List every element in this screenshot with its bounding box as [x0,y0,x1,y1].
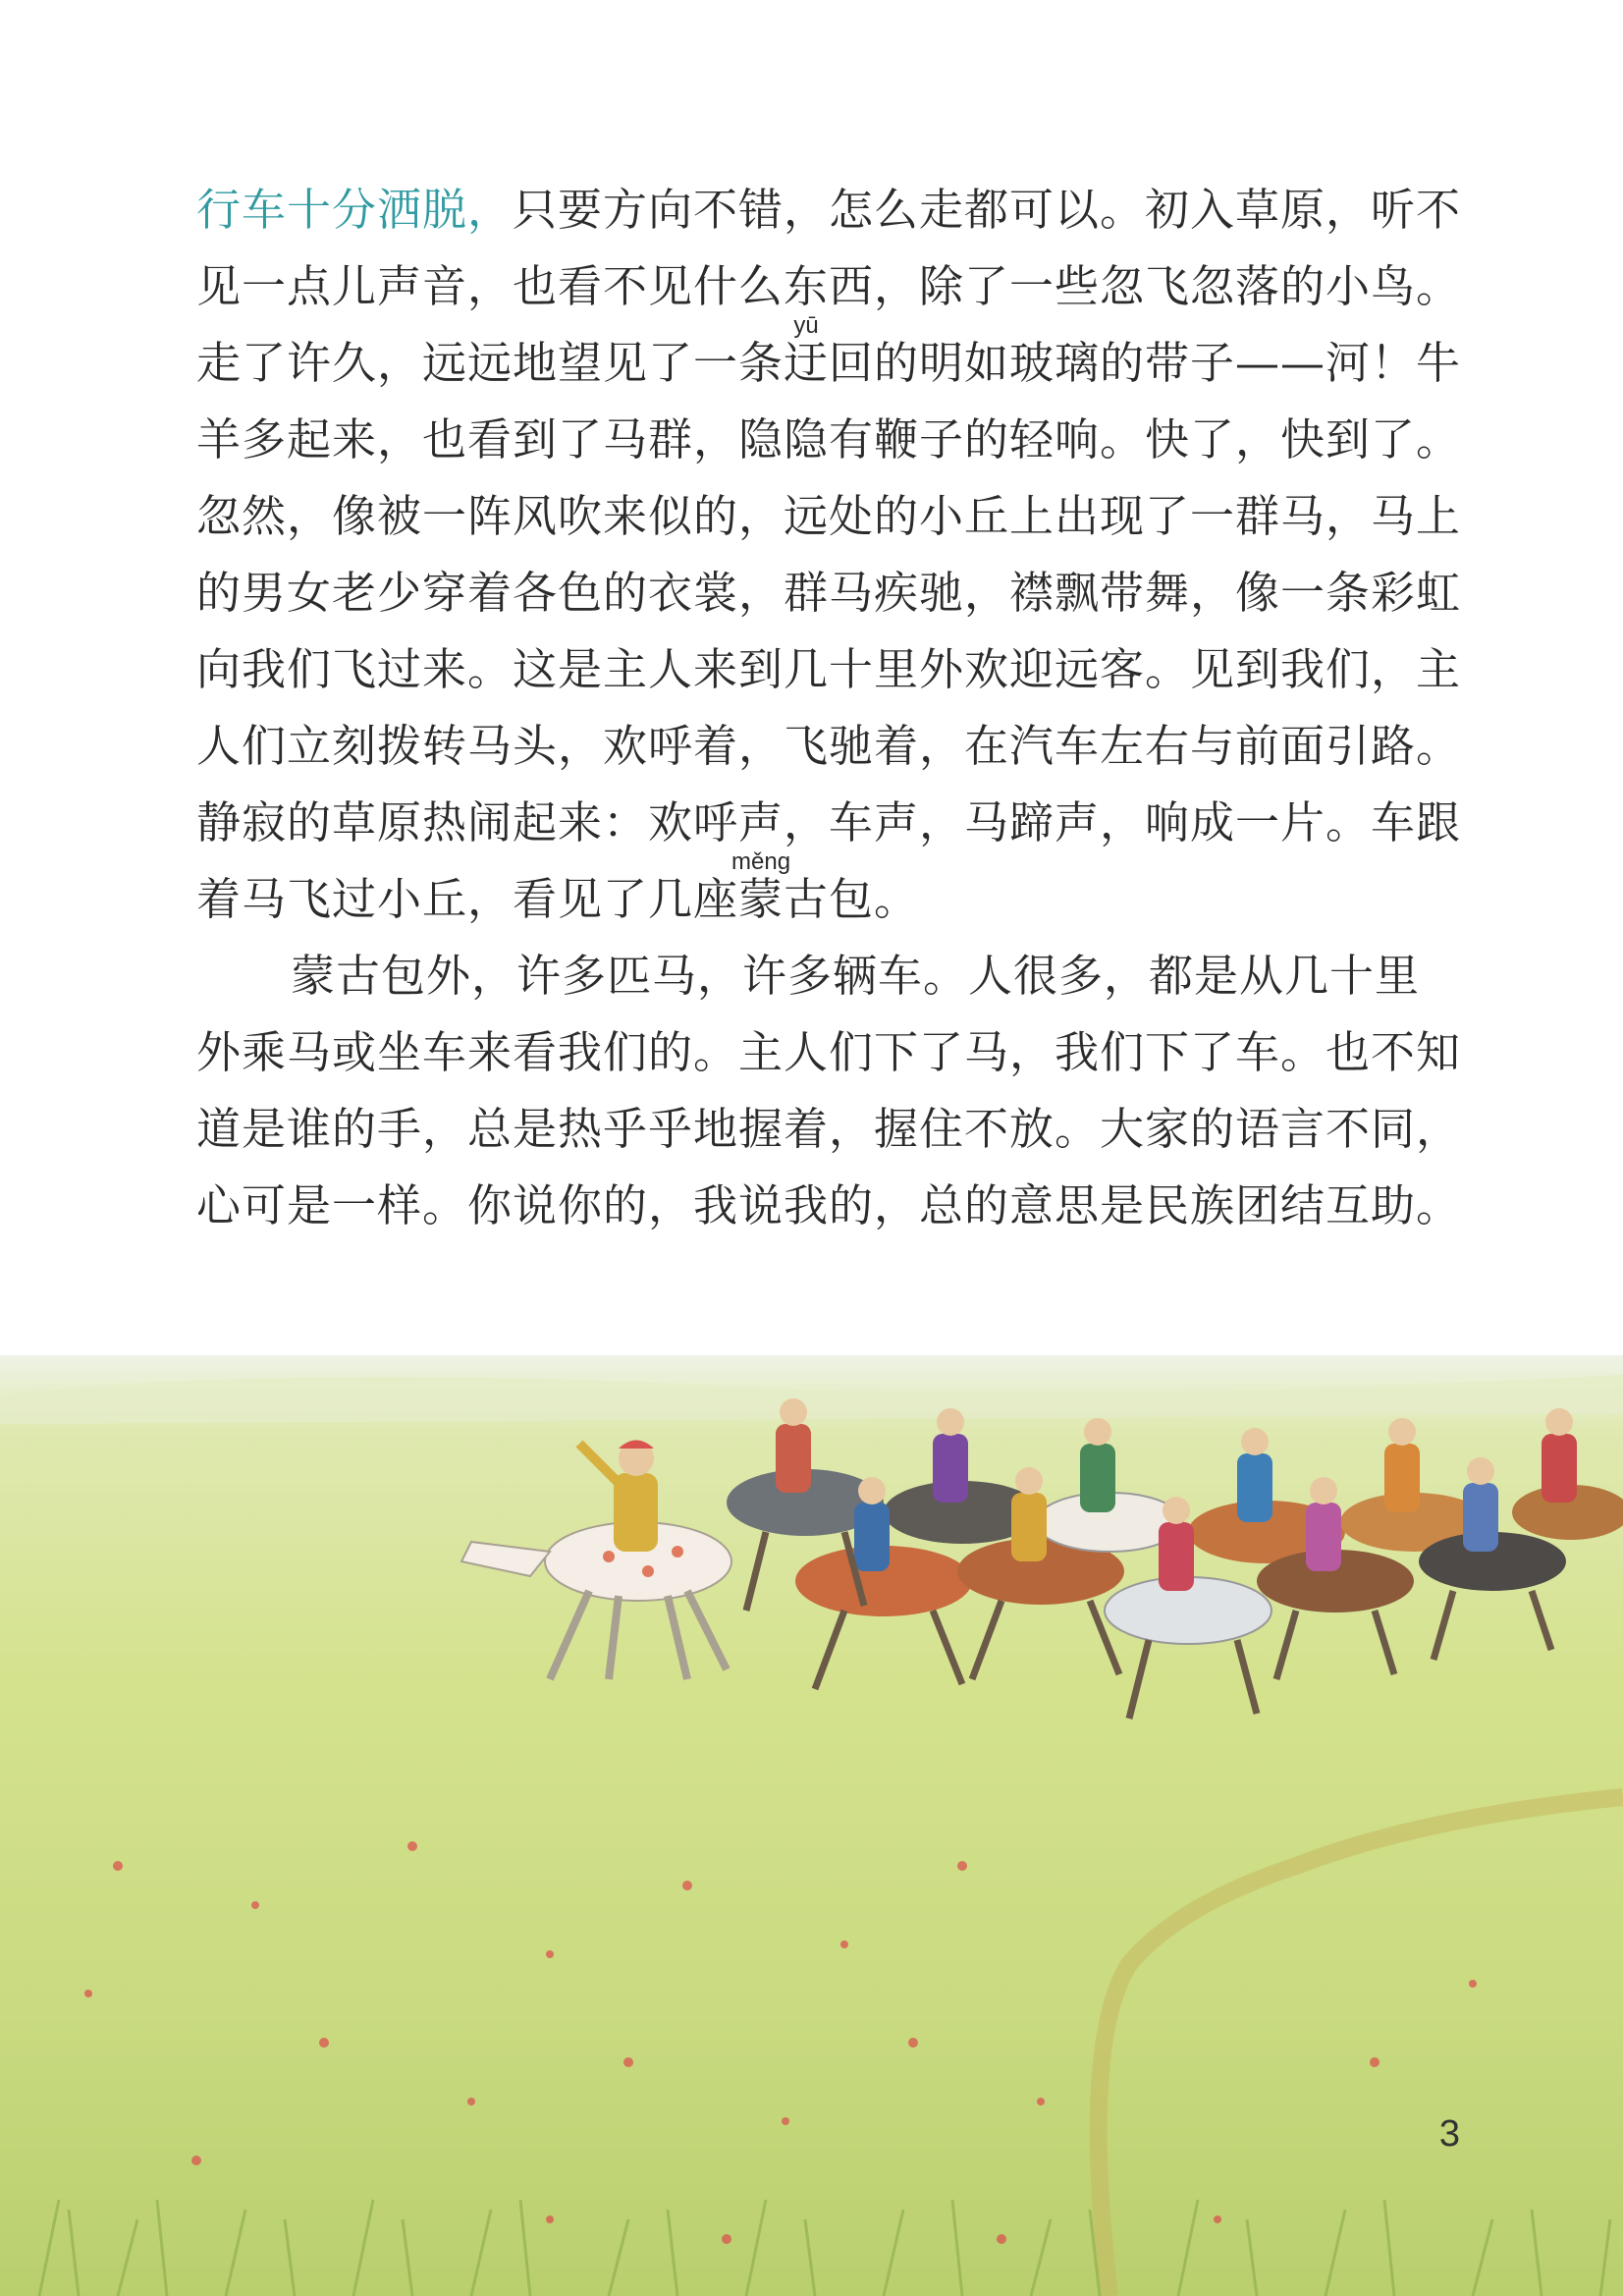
paragraph-1-text-a: 只要方向不错，怎么走都可以。初入草原，听不见一点儿声音，也看不见什么东西，除了一些忽飞忽落的小鸟。走了许久，远远地望见了一条 [196,184,1462,389]
pinyin-meng: měng [731,848,791,875]
body-text [196,172,1463,1244]
paragraph-1-text-b: 回的明如玻璃的带子——河！牛羊多起来，也看到了马群，隐隐有鞭子的轻响。快了，快到了。忽然，像被一阵风吹来似的，远处的小丘上出现了一群马，马上的男女老少穿着各色的衣裳，群马疾驰，襟飘带舞，像一条彩虹向我们飞过来。这是主人来到几十里外欢迎远客。见到我们，主人们立刻拨转马头，欢呼着，飞驰着，在汽车左右与前面引路。静寂的草原热闹起来：欢呼声，车声，马蹄声，响成一片。车跟着马飞过小丘，看见了几座 [196,337,1462,925]
page-number: 3 [1438,2113,1460,2155]
grassland-illustration [0,1355,1623,2296]
grassland-scene [0,1355,1623,2296]
pinyin-annotation-yu: 迂yū [784,312,830,389]
paragraph-2: 蒙古包外，许多匹马，许多辆车。人很多，都是从几十里外乘马或坐车来看我们的。主人们下了马，我们下了车。也不知道是谁的手，总是热乎乎地握着，握住不放。大家的语言不同，心可是一样。你说你的，我说我的，总的意思是民族团结互助。 [196,950,1462,1231]
highlighted-phrase: 行车十分洒脱， [196,184,514,236]
paragraph-1 [196,172,1463,938]
pinyin-annotation-meng: 蒙měng [731,848,791,925]
pinyin-yu: yū [784,312,830,339]
paragraph-1-text-c: 古包。 [784,873,920,925]
